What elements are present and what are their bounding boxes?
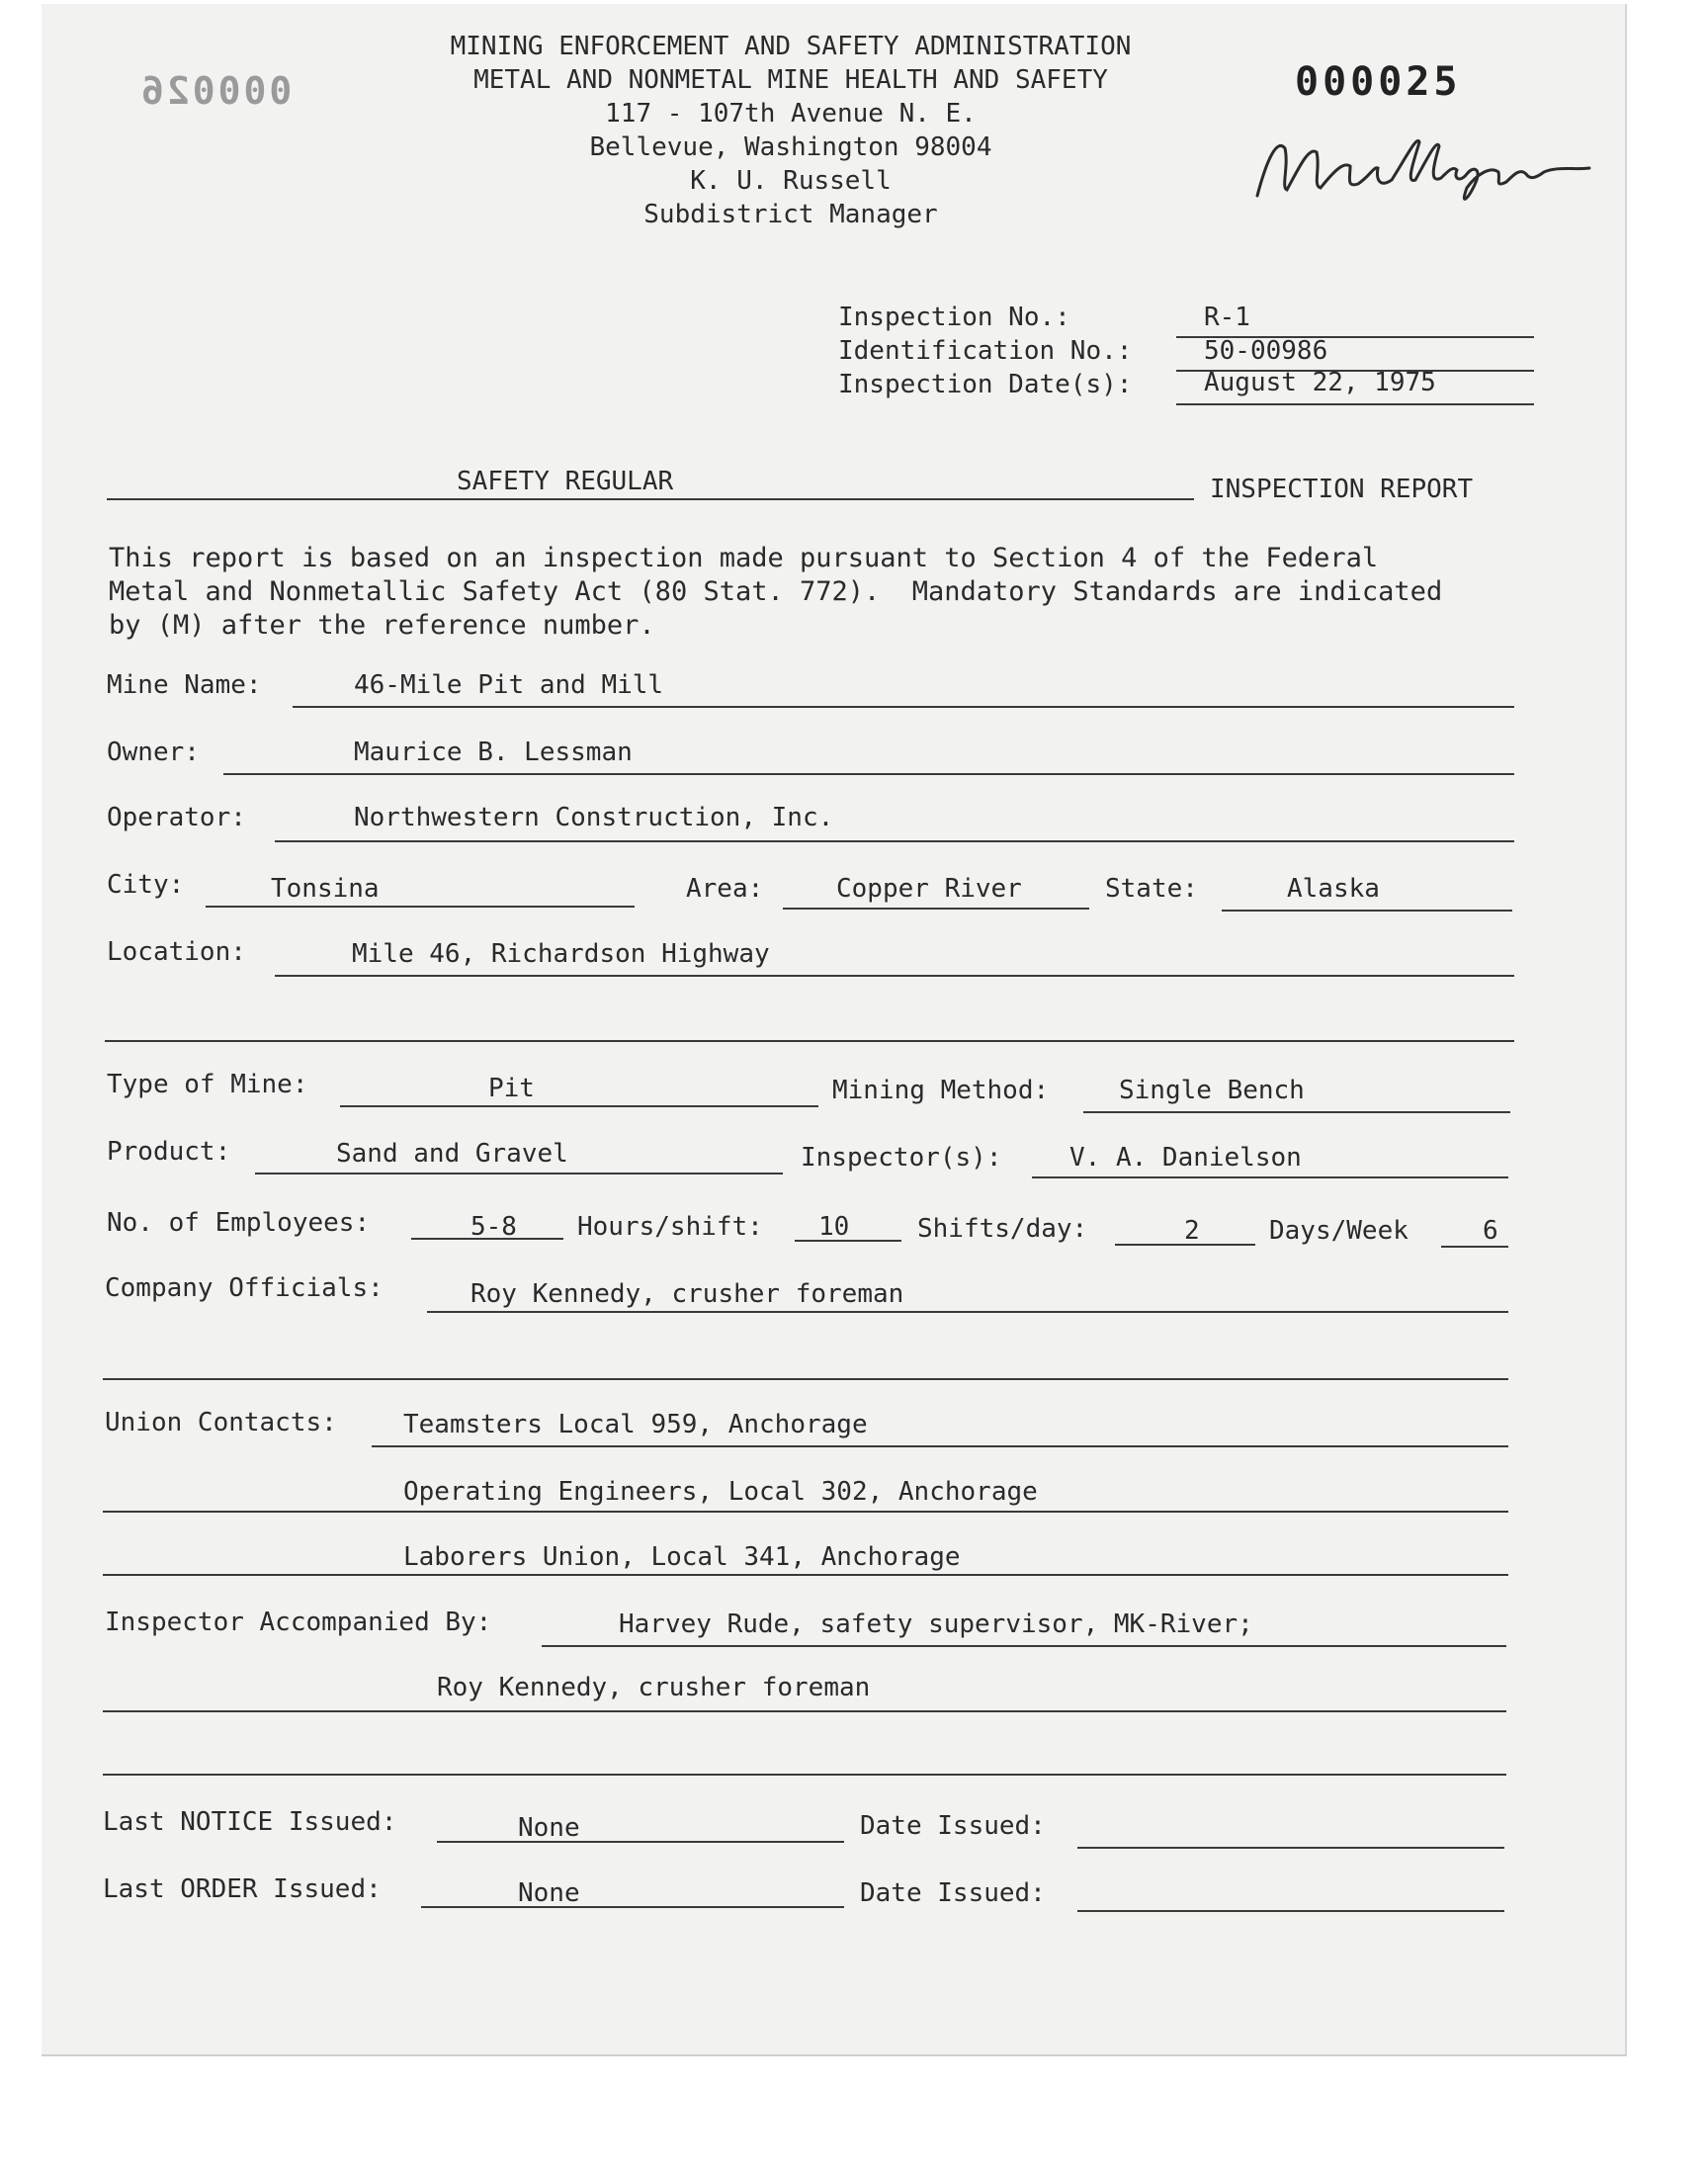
report-type-label: INSPECTION REPORT — [1210, 475, 1474, 504]
identification-no-value: 50-00986 — [1204, 336, 1328, 366]
employees-line — [411, 1238, 563, 1240]
operator-line — [275, 840, 1514, 842]
notice-date-label: Date Issued: — [860, 1811, 1046, 1841]
intro-line-3: by (M) after the reference number. — [109, 610, 655, 641]
city-label: City: — [107, 870, 185, 900]
union-value-1: Teamsters Local 959, Anchorage — [403, 1410, 868, 1439]
accompanied-value-2: Roy Kennedy, crusher foreman — [437, 1673, 871, 1702]
manager-title: Subdistrict Manager — [643, 200, 938, 229]
state-line — [1222, 910, 1512, 912]
type-of-mine-value: Pit — [488, 1074, 535, 1103]
location-line-2 — [105, 1040, 1514, 1042]
order-label: Last ORDER Issued: — [103, 1874, 382, 1904]
identification-no-label: Identification No.: — [838, 336, 1133, 366]
accompanied-line-1 — [542, 1645, 1506, 1647]
shifts-label: Shifts/day: — [917, 1214, 1088, 1244]
inspection-date-value: August 22, 1975 — [1204, 368, 1436, 397]
union-line-2 — [103, 1511, 1508, 1513]
mirrored-stamp-number: 000026 — [138, 69, 293, 113]
accompanied-line-3 — [103, 1774, 1506, 1776]
type-of-mine-label: Type of Mine: — [107, 1070, 308, 1099]
operator-label: Operator: — [107, 803, 246, 832]
union-value-3: Laborers Union, Local 341, Anchorage — [403, 1542, 961, 1572]
officials-line-2 — [103, 1378, 1508, 1380]
order-date-label: Date Issued: — [860, 1878, 1046, 1908]
division-name: METAL AND NONMETAL MINE HEALTH AND SAFETY — [473, 65, 1108, 95]
owner-line — [223, 773, 1514, 775]
document-page — [42, 4, 1627, 2056]
notice-date-line — [1077, 1847, 1504, 1849]
inspection-no-value: R-1 — [1204, 303, 1250, 332]
document-number: 000025 — [1295, 59, 1462, 105]
officials-label: Company Officials: — [105, 1273, 384, 1303]
state-value: Alaska — [1287, 874, 1380, 904]
inspector-line — [1032, 1176, 1508, 1178]
city-line — [206, 906, 635, 908]
location-line — [275, 975, 1514, 977]
mining-method-label: Mining Method: — [832, 1076, 1050, 1105]
product-line — [255, 1173, 783, 1174]
address-street: 117 - 107th Avenue N. E. — [605, 99, 977, 129]
area-value: Copper River — [836, 874, 1022, 904]
city-value: Tonsina — [271, 874, 380, 904]
inspection-date-line — [1176, 403, 1534, 405]
days-label: Days/Week — [1269, 1216, 1409, 1246]
order-value: None — [518, 1878, 580, 1908]
employees-label: No. of Employees: — [107, 1208, 371, 1238]
mining-method-line — [1083, 1111, 1510, 1113]
hours-label: Hours/shift: — [577, 1212, 763, 1242]
shifts-value: 2 — [1184, 1216, 1200, 1246]
state-label: State: — [1105, 874, 1198, 904]
owner-value: Maurice B. Lessman — [354, 738, 633, 767]
product-label: Product: — [107, 1137, 231, 1167]
inspector-value: V. A. Danielson — [1069, 1143, 1302, 1173]
notice-label: Last NOTICE Issued: — [103, 1807, 397, 1837]
accompanied-label: Inspector Accompanied By: — [105, 1608, 492, 1637]
officials-line — [427, 1311, 1508, 1313]
shifts-line — [1115, 1244, 1255, 1246]
manager-name: K. U. Russell — [690, 166, 892, 196]
owner-label: Owner: — [107, 738, 200, 767]
operator-value: Northwestern Construction, Inc. — [354, 803, 834, 832]
address-city: Bellevue, Washington 98004 — [589, 132, 992, 162]
mine-name-value: 46-Mile Pit and Mill — [354, 670, 664, 700]
inspector-label: Inspector(s): — [801, 1143, 1002, 1173]
type-of-mine-line — [340, 1105, 818, 1107]
order-date-line — [1077, 1910, 1504, 1912]
mine-name-line — [293, 706, 1514, 708]
days-value: 6 — [1483, 1216, 1498, 1246]
location-value: Mile 46, Richardson Highway — [352, 939, 770, 969]
intro-line-2: Metal and Nonmetallic Safety Act (80 Stat. 772). Mandatory Standards are indicated — [109, 576, 1443, 607]
order-line — [421, 1906, 844, 1908]
notice-value: None — [518, 1813, 580, 1843]
mining-method-value: Single Bench — [1119, 1076, 1305, 1105]
area-label: Area: — [686, 874, 764, 904]
intro-line-1: This report is based on an inspection made pursuant to Section 4 of the Federal — [109, 543, 1379, 573]
days-line — [1441, 1246, 1508, 1248]
employees-value: 5-8 — [470, 1212, 517, 1242]
hours-line — [795, 1240, 901, 1242]
union-label: Union Contacts: — [105, 1408, 337, 1437]
product-value: Sand and Gravel — [336, 1139, 568, 1169]
report-type-value: SAFETY REGULAR — [457, 467, 674, 496]
notice-line — [437, 1841, 844, 1843]
agency-name: MINING ENFORCEMENT AND SAFETY ADMINISTRATION — [450, 32, 1132, 61]
handwritten-signature — [1247, 119, 1603, 227]
officials-value: Roy Kennedy, crusher foreman — [470, 1279, 904, 1309]
inspection-date-label: Inspection Date(s): — [838, 370, 1133, 399]
union-line-3 — [103, 1574, 1508, 1576]
accompanied-line-2 — [103, 1710, 1506, 1712]
accompanied-value-1: Harvey Rude, safety supervisor, MK-River; — [619, 1610, 1253, 1639]
inspection-no-label: Inspection No.: — [838, 303, 1070, 332]
mine-name-label: Mine Name: — [107, 670, 262, 700]
union-line-1 — [372, 1445, 1508, 1447]
location-label: Location: — [107, 937, 246, 967]
hours-value: 10 — [818, 1212, 850, 1242]
report-type-line — [107, 498, 1194, 500]
union-value-2: Operating Engineers, Local 302, Anchorage — [403, 1477, 1038, 1507]
area-line — [783, 908, 1089, 910]
